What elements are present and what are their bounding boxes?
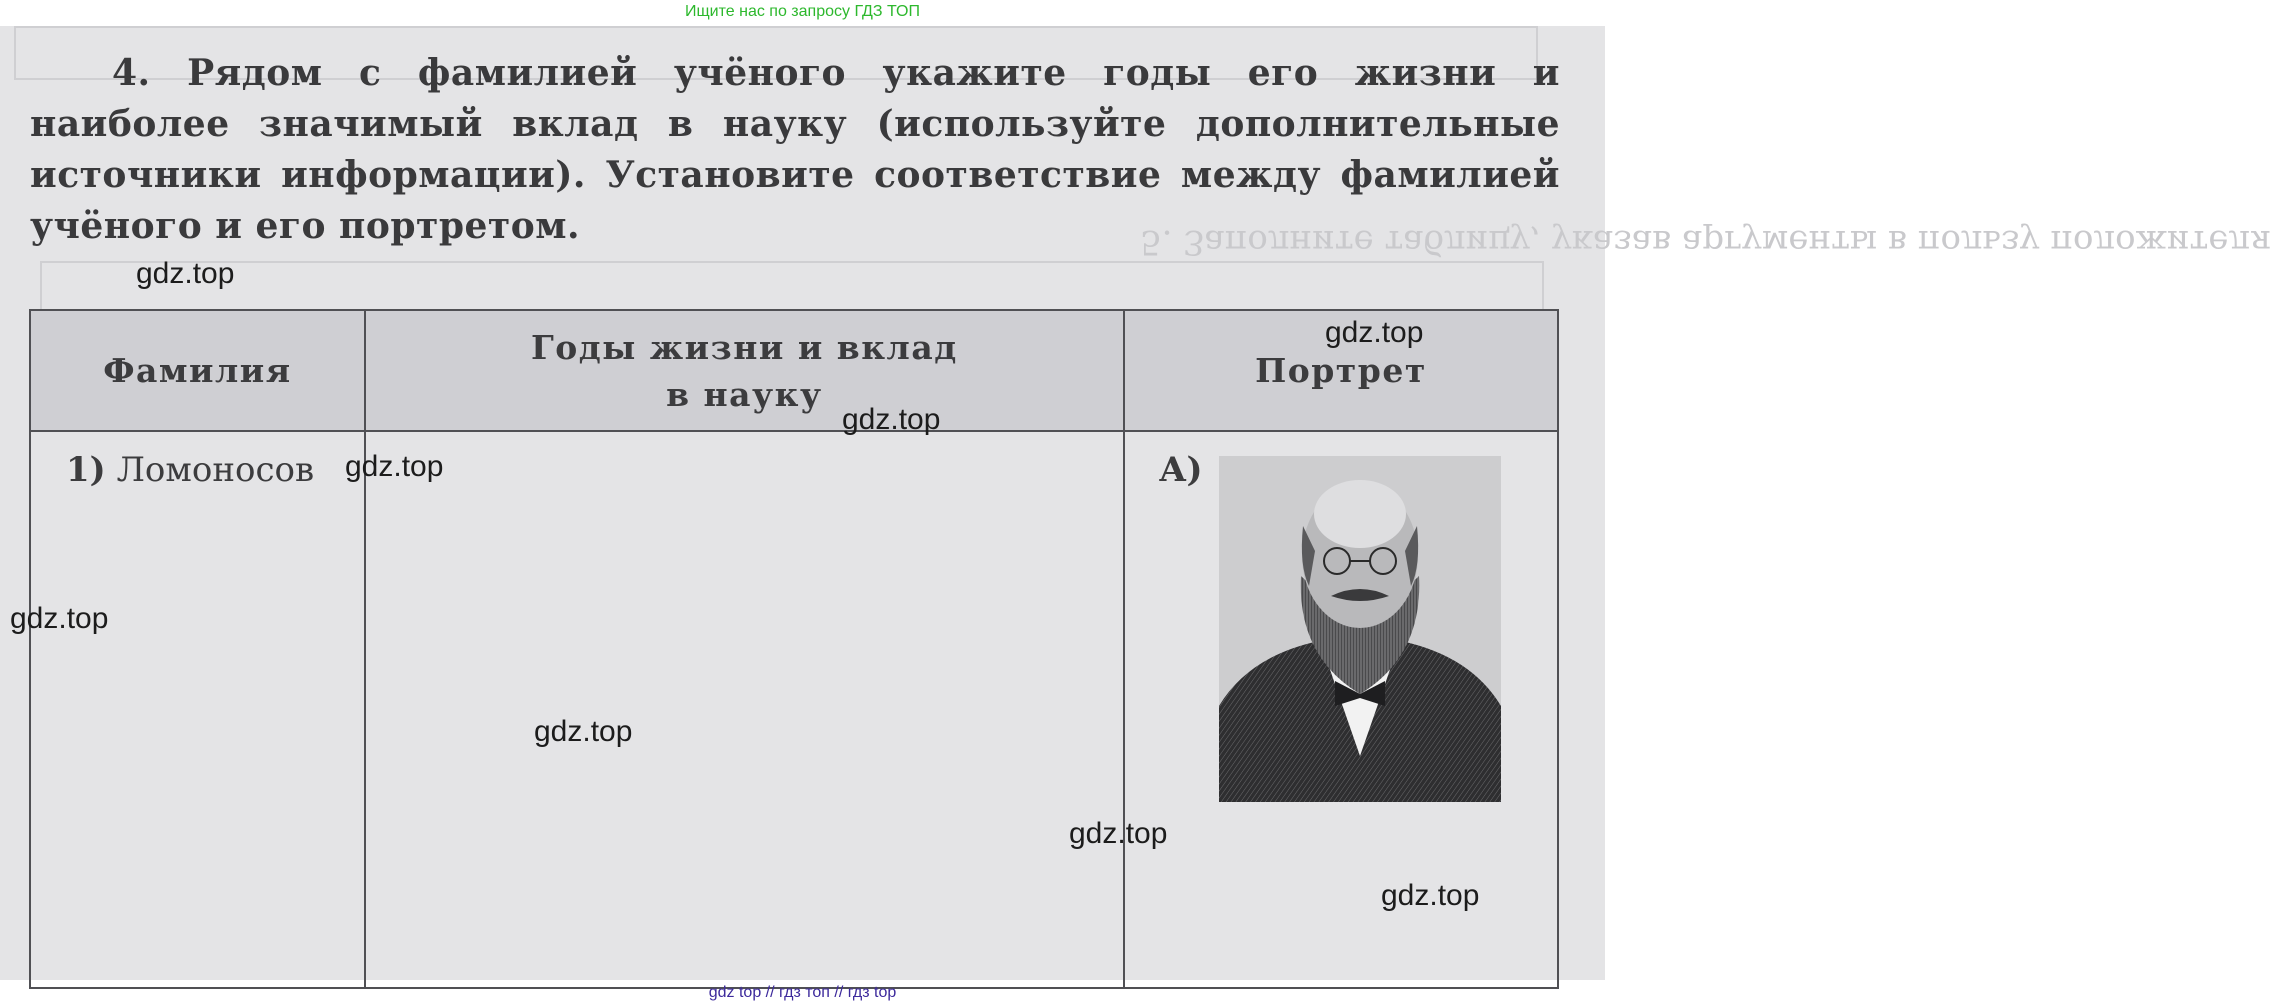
watermark-text: gdz.top (842, 403, 941, 436)
watermark-text: gdz.top (1325, 316, 1424, 349)
years-contribution-cell[interactable] (365, 431, 1124, 988)
footer-separator: // (765, 984, 775, 1001)
bleed-text: 5. Заполните таблицу, указав аргументы в пользу положителя (1140, 222, 2272, 262)
footer-link-1[interactable]: gdz top (708, 984, 762, 1001)
footer-link-3[interactable]: гдз top (847, 984, 897, 1001)
textbook-page (0, 26, 2272, 980)
task-body: Рядом с фамилией учёного укажите годы его жизни и наиболее значимый вклад в науку (используйте дополнительные источники информации). Установите соответствие между фамилией учёного и его портретом. (30, 52, 1560, 247)
portrait-illustration (1219, 456, 1501, 802)
header-portrait: Портрет (1124, 310, 1558, 431)
surname-cell (30, 431, 365, 988)
footer-link-2[interactable]: гдз топ (779, 984, 830, 1001)
answer-table (29, 309, 1559, 989)
top-banner: Ищите нас по запросу ГДЗ ТОП (685, 3, 920, 20)
watermark-text: gdz.top (136, 257, 235, 290)
task-number: 4. (112, 52, 151, 94)
portrait-label: А) (1158, 450, 1203, 490)
header-surname: Фамилия (30, 310, 365, 431)
task-text (30, 48, 1560, 252)
header-years-contribution: Годы жизни и вклад в науку (365, 310, 1124, 431)
footer-separator: // (834, 984, 844, 1001)
scientist-name: Ломоносов (116, 450, 315, 490)
watermark-text: gdz.top (345, 450, 444, 483)
portrait-cell (1124, 431, 1558, 988)
watermark-text: gdz.top (1069, 817, 1168, 850)
watermark-text: gdz.top (534, 715, 633, 748)
watermark-text: gdz.top (1381, 879, 1480, 912)
scientist-portrait (1219, 456, 1501, 802)
footer-links (0, 980, 1605, 1006)
row-number: 1) (66, 450, 106, 490)
watermark-text: gdz.top (10, 602, 109, 635)
